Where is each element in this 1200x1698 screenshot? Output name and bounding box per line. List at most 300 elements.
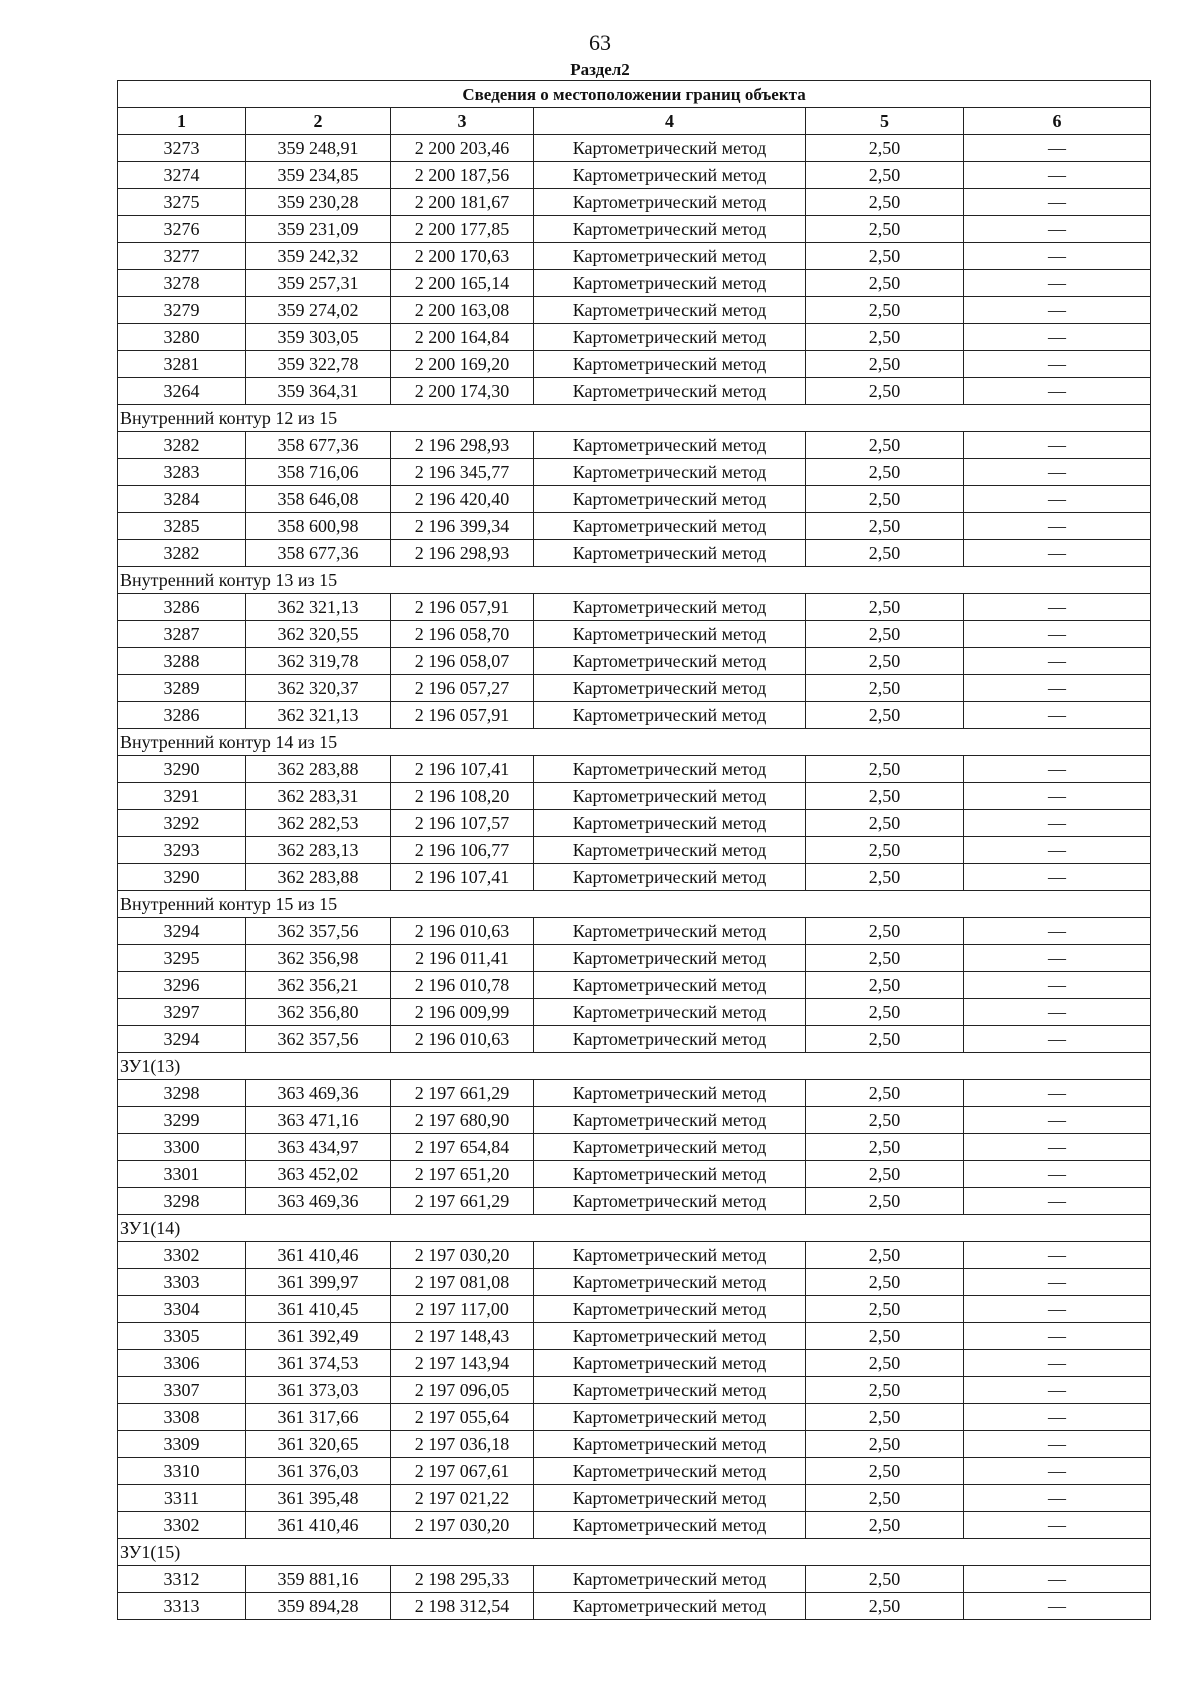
table-cell: 362 356,21 — [246, 972, 391, 999]
table-cell: 3264 — [118, 378, 246, 405]
table-cell: Картометрический метод — [534, 1566, 806, 1593]
table-cell: Картометрический метод — [534, 270, 806, 297]
table-cell: 2,50 — [806, 270, 964, 297]
table-cell: — — [964, 432, 1151, 459]
table-cell: Картометрический метод — [534, 621, 806, 648]
table-cell: 359 257,31 — [246, 270, 391, 297]
table-cell: Картометрический метод — [534, 1593, 806, 1620]
table-cell: 3294 — [118, 918, 246, 945]
table-cell: 2 197 030,20 — [391, 1512, 534, 1539]
table-cell: 3277 — [118, 243, 246, 270]
table-cell: 2 197 661,29 — [391, 1188, 534, 1215]
table-cell: 2,50 — [806, 1080, 964, 1107]
table-cell: 2 196 108,20 — [391, 783, 534, 810]
table-row — [118, 972, 1151, 999]
table-cell: 363 469,36 — [246, 1080, 391, 1107]
table-cell: 3291 — [118, 783, 246, 810]
table-cell: 359 274,02 — [246, 297, 391, 324]
table-cell: 2 197 661,29 — [391, 1080, 534, 1107]
table-cell: 2 197 067,61 — [391, 1458, 534, 1485]
table-cell: 2 198 295,33 — [391, 1566, 534, 1593]
table-row — [118, 1512, 1151, 1539]
table-cell: 2 196 011,41 — [391, 945, 534, 972]
table-cell: 2 196 058,70 — [391, 621, 534, 648]
table-cell: 2,50 — [806, 972, 964, 999]
table-cell: 362 283,13 — [246, 837, 391, 864]
table-cell: Картометрический метод — [534, 783, 806, 810]
table-cell: 3307 — [118, 1377, 246, 1404]
table-cell: 361 395,48 — [246, 1485, 391, 1512]
table-cell: — — [964, 1323, 1151, 1350]
table-cell: 2,50 — [806, 756, 964, 783]
table-row — [118, 918, 1151, 945]
table-cell: 2,50 — [806, 702, 964, 729]
table-cell: 2 196 345,77 — [391, 459, 534, 486]
table-cell: Картометрический метод — [534, 999, 806, 1026]
table-cell: — — [964, 1431, 1151, 1458]
table-cell: — — [964, 1161, 1151, 1188]
table-cell: 2 196 107,57 — [391, 810, 534, 837]
table-cell: 358 677,36 — [246, 432, 391, 459]
table-cell: 2,50 — [806, 945, 964, 972]
table-cell: — — [964, 540, 1151, 567]
table-cell: 3279 — [118, 297, 246, 324]
table-cell: 3313 — [118, 1593, 246, 1620]
table-cell: — — [964, 378, 1151, 405]
table-cell: — — [964, 1242, 1151, 1269]
table-caption: Сведения о местоположении границ объекта — [118, 81, 1151, 108]
table-cell: — — [964, 702, 1151, 729]
table-cell: 3312 — [118, 1566, 246, 1593]
table-caption-row — [118, 81, 1151, 108]
table-cell: Картометрический метод — [534, 702, 806, 729]
table-row — [118, 945, 1151, 972]
table-cell: 361 320,65 — [246, 1431, 391, 1458]
table-cell: Картометрический метод — [534, 162, 806, 189]
table-cell: Картометрический метод — [534, 1188, 806, 1215]
table-cell: 358 716,06 — [246, 459, 391, 486]
table-row — [118, 297, 1151, 324]
table-cell: 2,50 — [806, 162, 964, 189]
table-row — [118, 1269, 1151, 1296]
table-cell: 2,50 — [806, 297, 964, 324]
table-cell: Картометрический метод — [534, 1161, 806, 1188]
table-cell: — — [964, 783, 1151, 810]
table-cell: 2 196 057,91 — [391, 594, 534, 621]
table-cell: 2 196 010,63 — [391, 918, 534, 945]
table-cell: 3298 — [118, 1188, 246, 1215]
table-cell: 2 200 163,08 — [391, 297, 534, 324]
table-cell: 3301 — [118, 1161, 246, 1188]
table-cell: 3304 — [118, 1296, 246, 1323]
table-cell: 3276 — [118, 216, 246, 243]
table-row — [118, 135, 1151, 162]
table-cell: 3300 — [118, 1134, 246, 1161]
column-header: 3 — [391, 108, 534, 135]
table-cell: 2,50 — [806, 648, 964, 675]
table-row — [118, 1107, 1151, 1134]
table-cell: Картометрический метод — [534, 1026, 806, 1053]
table-cell: — — [964, 756, 1151, 783]
table-cell: Картометрический метод — [534, 1080, 806, 1107]
table-cell: 2 200 181,67 — [391, 189, 534, 216]
column-header: 4 — [534, 108, 806, 135]
table-cell: 2 196 298,93 — [391, 432, 534, 459]
table-cell: Картометрический метод — [534, 1512, 806, 1539]
table-cell: 3296 — [118, 972, 246, 999]
table-cell: — — [964, 864, 1151, 891]
table-cell: 359 364,31 — [246, 378, 391, 405]
table-cell: Картометрический метод — [534, 1458, 806, 1485]
table-cell: 363 471,16 — [246, 1107, 391, 1134]
table-cell: — — [964, 216, 1151, 243]
table-cell: — — [964, 1188, 1151, 1215]
table-cell: 2,50 — [806, 1242, 964, 1269]
table-cell: 2 197 021,22 — [391, 1485, 534, 1512]
table-cell: 359 322,78 — [246, 351, 391, 378]
table-cell: 358 677,36 — [246, 540, 391, 567]
table-cell: 2,50 — [806, 1512, 964, 1539]
table-cell: 363 469,36 — [246, 1188, 391, 1215]
table-cell: 2 200 169,20 — [391, 351, 534, 378]
table-cell: 2 196 298,93 — [391, 540, 534, 567]
table-cell: 3283 — [118, 459, 246, 486]
table-cell: 2 198 312,54 — [391, 1593, 534, 1620]
table-cell: — — [964, 1404, 1151, 1431]
table-cell: — — [964, 324, 1151, 351]
table-cell: 362 356,80 — [246, 999, 391, 1026]
table-row — [118, 1161, 1151, 1188]
table-cell: 363 434,97 — [246, 1134, 391, 1161]
table-cell: Картометрический метод — [534, 513, 806, 540]
table-cell: 2,50 — [806, 837, 964, 864]
table-cell: 2 197 680,90 — [391, 1107, 534, 1134]
column-header: 6 — [964, 108, 1151, 135]
table-cell: 2,50 — [806, 1458, 964, 1485]
table-cell: 361 376,03 — [246, 1458, 391, 1485]
table-cell: 2 197 096,05 — [391, 1377, 534, 1404]
group-label: Внутренний контур 12 из 15 — [118, 405, 1151, 432]
table-cell: 3278 — [118, 270, 246, 297]
table-cell: — — [964, 648, 1151, 675]
table-cell: 3310 — [118, 1458, 246, 1485]
table-cell: — — [964, 297, 1151, 324]
table-cell: 2 196 058,07 — [391, 648, 534, 675]
table-cell: 361 317,66 — [246, 1404, 391, 1431]
table-body — [118, 135, 1151, 1620]
group-label: Внутренний контур 14 из 15 — [118, 729, 1151, 756]
table-cell: Картометрический метод — [534, 1350, 806, 1377]
table-row — [118, 999, 1151, 1026]
table-row — [118, 1566, 1151, 1593]
table-cell: 2,50 — [806, 999, 964, 1026]
table-cell: 3284 — [118, 486, 246, 513]
table-cell: 3286 — [118, 702, 246, 729]
table-cell: 2,50 — [806, 378, 964, 405]
table-cell: 2,50 — [806, 810, 964, 837]
table-cell: 2 196 057,27 — [391, 675, 534, 702]
table-cell: Картометрический метод — [534, 297, 806, 324]
table-cell: — — [964, 810, 1151, 837]
table-cell: — — [964, 1080, 1151, 1107]
table-row — [118, 810, 1151, 837]
table-row — [118, 1350, 1151, 1377]
table-cell: 362 357,56 — [246, 918, 391, 945]
table-cell: — — [964, 1269, 1151, 1296]
table-cell: 2,50 — [806, 189, 964, 216]
table-cell: Картометрический метод — [534, 216, 806, 243]
table-cell: 2,50 — [806, 1404, 964, 1431]
table-row — [118, 324, 1151, 351]
table-cell: 359 881,16 — [246, 1566, 391, 1593]
table-cell: 2 197 055,64 — [391, 1404, 534, 1431]
table-cell: 2,50 — [806, 1134, 964, 1161]
column-header: 1 — [118, 108, 246, 135]
table-cell: 2,50 — [806, 135, 964, 162]
table-cell: 2 197 148,43 — [391, 1323, 534, 1350]
table-cell: 2,50 — [806, 459, 964, 486]
page-number: 63 — [589, 30, 611, 55]
table-cell: 362 320,37 — [246, 675, 391, 702]
group-label: ЗУ1(13) — [118, 1053, 1151, 1080]
table-row — [118, 270, 1151, 297]
table-cell: 3290 — [118, 864, 246, 891]
table-cell: 2,50 — [806, 243, 964, 270]
table-cell: Картометрический метод — [534, 540, 806, 567]
table-cell: 3282 — [118, 432, 246, 459]
table-cell: Картометрический метод — [534, 1269, 806, 1296]
table-cell: Картометрический метод — [534, 810, 806, 837]
table-cell: 359 231,09 — [246, 216, 391, 243]
table-cell: 3302 — [118, 1242, 246, 1269]
table-row — [118, 243, 1151, 270]
table-cell: 2,50 — [806, 1188, 964, 1215]
table-cell: 3294 — [118, 1026, 246, 1053]
group-row — [118, 1539, 1151, 1566]
table-row — [118, 1242, 1151, 1269]
table-cell: — — [964, 918, 1151, 945]
table-row — [118, 189, 1151, 216]
table-row — [118, 513, 1151, 540]
table-cell: 3274 — [118, 162, 246, 189]
table-cell: Картометрический метод — [534, 675, 806, 702]
table-cell: 3290 — [118, 756, 246, 783]
table-cell: 2,50 — [806, 1485, 964, 1512]
table-cell: 362 283,88 — [246, 756, 391, 783]
table-cell: 2 200 203,46 — [391, 135, 534, 162]
table-row — [118, 1134, 1151, 1161]
column-header-row — [118, 108, 1151, 135]
table-cell: 2 197 654,84 — [391, 1134, 534, 1161]
table-cell: 2,50 — [806, 1026, 964, 1053]
table-cell: 2,50 — [806, 1161, 964, 1188]
table-cell: Картометрический метод — [534, 1323, 806, 1350]
table-cell: — — [964, 486, 1151, 513]
table-cell: 3293 — [118, 837, 246, 864]
table-cell: 2 196 106,77 — [391, 837, 534, 864]
table-cell: 2,50 — [806, 513, 964, 540]
table-cell: — — [964, 189, 1151, 216]
table-row — [118, 702, 1151, 729]
table-row — [118, 216, 1151, 243]
table-cell: 2,50 — [806, 1296, 964, 1323]
table-cell: 2 200 165,14 — [391, 270, 534, 297]
table-cell: Картометрический метод — [534, 189, 806, 216]
table-cell: — — [964, 675, 1151, 702]
table-cell: — — [964, 1350, 1151, 1377]
table-cell: Картометрический метод — [534, 1107, 806, 1134]
table-cell: — — [964, 351, 1151, 378]
table-cell: — — [964, 243, 1151, 270]
table-cell: Картометрический метод — [534, 1404, 806, 1431]
table-cell: — — [964, 1458, 1151, 1485]
table-cell: — — [964, 513, 1151, 540]
table-row — [118, 459, 1151, 486]
table-cell: 3286 — [118, 594, 246, 621]
table-cell: 2 196 057,91 — [391, 702, 534, 729]
table-cell: — — [964, 1134, 1151, 1161]
table-cell: 3285 — [118, 513, 246, 540]
table-cell: 2,50 — [806, 216, 964, 243]
table-cell: Картометрический метод — [534, 1377, 806, 1404]
table-cell: — — [964, 1026, 1151, 1053]
table-cell: 362 356,98 — [246, 945, 391, 972]
table-cell: — — [964, 1296, 1151, 1323]
table-cell: Картометрический метод — [534, 1296, 806, 1323]
table-cell: 359 234,85 — [246, 162, 391, 189]
table-row — [118, 1593, 1151, 1620]
table-cell: — — [964, 1593, 1151, 1620]
table-cell: Картометрический метод — [534, 1485, 806, 1512]
table-cell: Картометрический метод — [534, 486, 806, 513]
table-cell: — — [964, 1566, 1151, 1593]
table-cell: Картометрический метод — [534, 351, 806, 378]
table-cell: — — [964, 837, 1151, 864]
table-cell: 3281 — [118, 351, 246, 378]
group-label: ЗУ1(15) — [118, 1539, 1151, 1566]
table-cell: 2,50 — [806, 486, 964, 513]
table-cell: 2,50 — [806, 918, 964, 945]
table-cell: 2,50 — [806, 864, 964, 891]
table-row — [118, 1188, 1151, 1215]
table-cell: 2 196 399,34 — [391, 513, 534, 540]
group-row — [118, 729, 1151, 756]
table-cell: 361 410,46 — [246, 1512, 391, 1539]
table-cell: 361 410,46 — [246, 1242, 391, 1269]
table-cell: 2,50 — [806, 432, 964, 459]
table-cell: 3299 — [118, 1107, 246, 1134]
table-cell: — — [964, 459, 1151, 486]
table-cell: 2,50 — [806, 621, 964, 648]
table-cell: — — [964, 270, 1151, 297]
table-cell: Картометрический метод — [534, 1242, 806, 1269]
table-cell: 3295 — [118, 945, 246, 972]
table-row — [118, 864, 1151, 891]
table-cell: 2 197 036,18 — [391, 1431, 534, 1458]
table-cell: 362 321,13 — [246, 702, 391, 729]
group-row — [118, 405, 1151, 432]
table-cell: — — [964, 999, 1151, 1026]
table-cell: Картометрический метод — [534, 1134, 806, 1161]
table-cell: 3303 — [118, 1269, 246, 1296]
table-row — [118, 540, 1151, 567]
table-cell: 2 196 107,41 — [391, 756, 534, 783]
table-cell: 359 894,28 — [246, 1593, 391, 1620]
table-cell: 358 646,08 — [246, 486, 391, 513]
table-cell: 362 283,88 — [246, 864, 391, 891]
table-cell: 2,50 — [806, 783, 964, 810]
table-cell: 2 197 030,20 — [391, 1242, 534, 1269]
table-cell: Картометрический метод — [534, 972, 806, 999]
table-cell: Картометрический метод — [534, 1431, 806, 1458]
table-cell: 358 600,98 — [246, 513, 391, 540]
table-cell: 3305 — [118, 1323, 246, 1350]
table-cell: 2 196 009,99 — [391, 999, 534, 1026]
table-cell: 2,50 — [806, 324, 964, 351]
table-cell: 2,50 — [806, 1593, 964, 1620]
table-cell: 2 200 187,56 — [391, 162, 534, 189]
group-label: Внутренний контур 13 из 15 — [118, 567, 1151, 594]
column-header: 2 — [246, 108, 391, 135]
table-cell: Картометрический метод — [534, 864, 806, 891]
table-cell: Картометрический метод — [534, 756, 806, 783]
table-row — [118, 1323, 1151, 1350]
table-cell: 362 282,53 — [246, 810, 391, 837]
table-row — [118, 1431, 1151, 1458]
table-cell: Картометрический метод — [534, 837, 806, 864]
table-cell: Картометрический метод — [534, 432, 806, 459]
table-cell: Картометрический метод — [534, 945, 806, 972]
table-cell: 2 200 164,84 — [391, 324, 534, 351]
table-row — [118, 783, 1151, 810]
table-cell: 3308 — [118, 1404, 246, 1431]
table-cell: Картометрический метод — [534, 243, 806, 270]
table-row — [118, 648, 1151, 675]
table-cell: 2,50 — [806, 594, 964, 621]
table-cell: 2 197 143,94 — [391, 1350, 534, 1377]
table-cell: 3309 — [118, 1431, 246, 1458]
table-row — [118, 756, 1151, 783]
table-row — [118, 1458, 1151, 1485]
table-cell: — — [964, 1485, 1151, 1512]
table-row — [118, 486, 1151, 513]
table-cell: — — [964, 1377, 1151, 1404]
table-cell: 362 319,78 — [246, 648, 391, 675]
table-cell: 2 197 117,00 — [391, 1296, 534, 1323]
table-cell: 362 283,31 — [246, 783, 391, 810]
table-cell: — — [964, 162, 1151, 189]
table-cell: 2,50 — [806, 540, 964, 567]
table-cell: Картометрический метод — [534, 135, 806, 162]
table-cell: 3311 — [118, 1485, 246, 1512]
table-cell: — — [964, 135, 1151, 162]
table-cell: 3275 — [118, 189, 246, 216]
table-cell: 362 321,13 — [246, 594, 391, 621]
column-header: 5 — [806, 108, 964, 135]
table-cell: — — [964, 594, 1151, 621]
table-cell: 3280 — [118, 324, 246, 351]
table-row — [118, 162, 1151, 189]
table-cell: 2 197 081,08 — [391, 1269, 534, 1296]
table-cell: 3298 — [118, 1080, 246, 1107]
table-row — [118, 621, 1151, 648]
group-label: ЗУ1(14) — [118, 1215, 1151, 1242]
table-cell: 2,50 — [806, 1323, 964, 1350]
table-row — [118, 837, 1151, 864]
table-cell: 359 230,28 — [246, 189, 391, 216]
table-cell: 363 452,02 — [246, 1161, 391, 1188]
table-cell: Картометрический метод — [534, 648, 806, 675]
